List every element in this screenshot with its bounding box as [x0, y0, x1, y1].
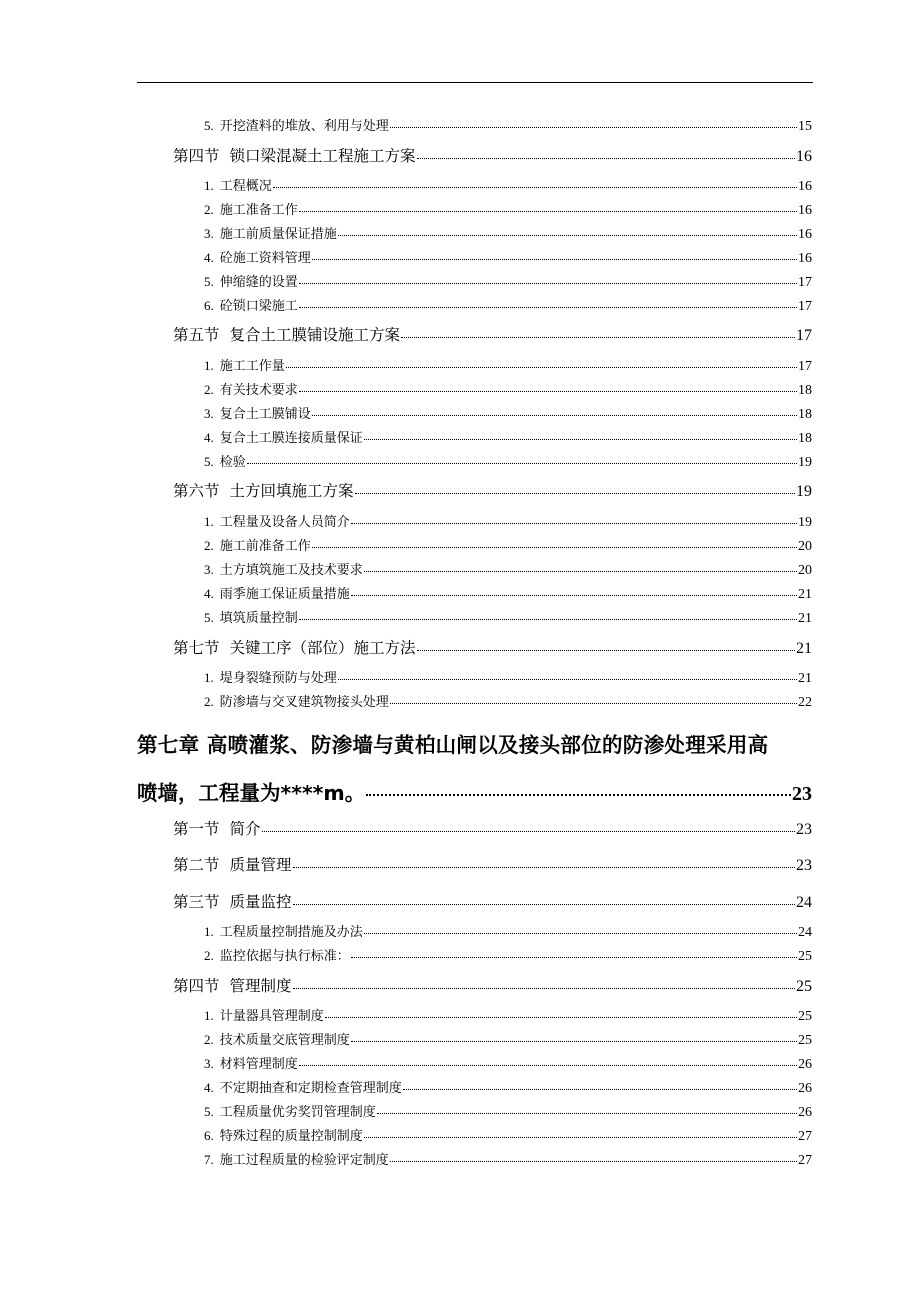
- dot-leader: [364, 439, 797, 440]
- item-number: 5.: [204, 610, 214, 625]
- dot-leader: [351, 523, 797, 524]
- page-number: 16: [798, 179, 812, 194]
- item-title: 伸缩缝的设置: [219, 275, 298, 290]
- item-title: 不定期抽查和定期检查管理制度: [219, 1081, 402, 1096]
- toc-entry-label: [204, 271, 298, 290]
- dot-leader: [355, 493, 795, 494]
- page-number: 17: [796, 327, 812, 344]
- page-number: 20: [798, 563, 812, 578]
- toc-entry-label: [204, 115, 389, 134]
- toc-section-row[interactable]: [173, 890, 812, 912]
- chapter-title-line1: 第七章 高喷灌浆、防渗墙与黄柏山闸以及接头部位的防渗处理采用高: [137, 733, 769, 757]
- page-number: 24: [798, 925, 812, 940]
- item-title: 复合土工膜铺设: [219, 407, 311, 422]
- toc-entry-label: [204, 535, 311, 554]
- item-number: 7.: [204, 1152, 214, 1167]
- toc-item-row[interactable]: [204, 559, 812, 577]
- toc-entry-label: [204, 223, 337, 242]
- dot-leader: [293, 904, 795, 905]
- section-number: 第七节: [173, 639, 220, 657]
- toc-item-row[interactable]: [204, 271, 812, 289]
- toc-entry-label: [204, 379, 298, 398]
- item-title: 砼锁口梁施工: [219, 299, 298, 314]
- toc-entry-label: [173, 636, 416, 658]
- dot-leader: [351, 1041, 797, 1042]
- toc-item-row[interactable]: [204, 667, 812, 685]
- page-number: 26: [798, 1057, 812, 1072]
- item-number: 5.: [204, 118, 214, 133]
- toc-item-row[interactable]: [204, 607, 812, 625]
- page-number: 19: [796, 483, 812, 500]
- page-number: 20: [798, 539, 812, 554]
- dot-leader: [299, 211, 797, 212]
- toc-item-row[interactable]: [204, 451, 812, 469]
- section-title: 复合土工膜铺设施工方案: [229, 326, 401, 344]
- toc-section-row[interactable]: [173, 636, 812, 658]
- page-number: 25: [798, 949, 812, 964]
- toc-entry-label: [204, 199, 298, 218]
- page-number: 16: [798, 227, 812, 242]
- dot-leader: [312, 259, 797, 260]
- toc-item-row[interactable]: [204, 247, 812, 265]
- toc-item-row[interactable]: [204, 1149, 812, 1167]
- dot-leader: [351, 957, 797, 958]
- page-number: 17: [798, 299, 812, 314]
- page-number: 21: [796, 640, 812, 657]
- page-number: 19: [798, 455, 812, 470]
- toc-entry-label: [204, 583, 350, 602]
- item-number: 2.: [204, 1032, 214, 1047]
- toc-entry-label: [204, 1101, 376, 1120]
- item-number: 2.: [204, 382, 214, 397]
- page-number: 23: [796, 857, 812, 874]
- item-number: 5.: [204, 454, 214, 469]
- toc-entry-label: [204, 921, 363, 940]
- toc-entry-label: [204, 403, 311, 422]
- page-number: 27: [798, 1153, 812, 1168]
- toc-entry-label: [173, 144, 416, 166]
- item-title: 防渗墙与交叉建筑物接头处理: [219, 695, 389, 710]
- dot-leader: [325, 1017, 797, 1018]
- dot-leader: [390, 703, 797, 704]
- toc-entry-label: [204, 667, 337, 686]
- dot-leader: [262, 831, 795, 832]
- item-title: 特殊过程的质量控制制度: [219, 1129, 363, 1144]
- page-number: 26: [798, 1105, 812, 1120]
- item-number: 6.: [204, 298, 214, 313]
- dot-leader: [312, 415, 797, 416]
- toc-item-row[interactable]: [204, 355, 812, 373]
- page-number: 26: [798, 1081, 812, 1096]
- dot-leader: [377, 1113, 797, 1114]
- item-title: 监控依据与执行标准：: [219, 949, 350, 964]
- toc-entry-label: [204, 247, 311, 266]
- item-title: 填筑质量控制: [219, 611, 298, 626]
- dot-leader: [338, 679, 797, 680]
- page-number: 25: [798, 1033, 812, 1048]
- toc-entry-label: [204, 295, 298, 314]
- dot-leader: [364, 933, 797, 934]
- toc-item-row[interactable]: [204, 427, 812, 445]
- item-number: 3.: [204, 562, 214, 577]
- page-number: 16: [796, 148, 812, 165]
- toc-entry-label: [204, 607, 298, 626]
- toc-item-row[interactable]: [204, 1005, 812, 1023]
- toc-entry-label: [204, 1029, 350, 1048]
- dot-leader: [366, 794, 791, 796]
- item-number: 2.: [204, 948, 214, 963]
- toc-item-row[interactable]: [204, 583, 812, 601]
- section-number: 第四节: [173, 147, 220, 165]
- dot-leader: [299, 307, 797, 308]
- item-number: 5.: [204, 274, 214, 289]
- page-number: 21: [798, 611, 812, 626]
- section-number: 第二节: [173, 856, 220, 874]
- page-number: 21: [798, 671, 812, 686]
- toc-item-row[interactable]: [204, 175, 812, 193]
- header-rule: [137, 82, 813, 83]
- dot-leader: [293, 867, 795, 868]
- item-number: 2.: [204, 202, 214, 217]
- dot-leader: [417, 650, 795, 651]
- item-title: 复合土工膜连接质量保证: [219, 431, 363, 446]
- toc-item-row[interactable]: [204, 403, 812, 421]
- toc-item-row[interactable]: [204, 1053, 812, 1071]
- item-title: 工程质量控制措施及办法: [219, 925, 363, 940]
- dot-leader: [273, 187, 797, 188]
- toc-item-row[interactable]: [204, 115, 812, 133]
- dot-leader: [299, 619, 797, 620]
- page-number: 23: [792, 783, 812, 805]
- section-number: 第五节: [173, 326, 220, 344]
- toc-entry-label: [204, 175, 272, 194]
- item-title: 工程量及设备人员简介: [219, 515, 350, 530]
- toc-entry-label: [204, 1053, 298, 1072]
- item-title: 开挖渣料的堆放、利用与处理: [219, 119, 389, 134]
- item-number: 1.: [204, 178, 214, 193]
- page-number: 15: [798, 119, 812, 134]
- dot-leader: [286, 367, 797, 368]
- section-title: 管理制度: [229, 977, 292, 995]
- section-title: 锁口梁混凝土工程施工方案: [229, 147, 416, 165]
- item-number: 4.: [204, 250, 214, 265]
- item-title: 施工前质量保证措施: [219, 227, 337, 242]
- toc-entry-label: [204, 1125, 363, 1144]
- item-title: 土方填筑施工及技术要求: [219, 563, 363, 578]
- dot-leader: [293, 988, 795, 989]
- toc-entry-label: [204, 945, 350, 964]
- item-number: 3.: [204, 1056, 214, 1071]
- toc-entry-label: [173, 974, 292, 996]
- toc-item-row[interactable]: [204, 1101, 812, 1119]
- item-number: 1.: [204, 924, 214, 939]
- item-title: 施工过程质量的检验评定制度: [219, 1153, 389, 1168]
- toc-entry-label: [204, 1005, 324, 1024]
- toc-entry-label: [204, 451, 246, 470]
- item-number: 6.: [204, 1128, 214, 1143]
- item-title: 堤身裂缝预防与处理: [219, 671, 337, 686]
- item-number: 4.: [204, 1080, 214, 1095]
- page-number: 16: [798, 203, 812, 218]
- toc-item-row[interactable]: [204, 1077, 812, 1095]
- page-number: 18: [798, 407, 812, 422]
- dot-leader: [338, 235, 797, 236]
- item-number: 1.: [204, 670, 214, 685]
- toc-item-row[interactable]: [204, 379, 812, 397]
- section-title: 质量管理: [229, 856, 292, 874]
- toc-entry-label: [173, 323, 400, 345]
- page-number: 16: [798, 251, 812, 266]
- item-title: 雨季施工保证质量措施: [219, 587, 350, 602]
- toc-entry-label: [204, 559, 363, 578]
- section-title: 关键工序（部位）施工方法: [229, 639, 416, 657]
- dot-leader: [403, 1089, 797, 1090]
- page-number: 22: [798, 695, 812, 710]
- toc-item-row[interactable]: [204, 945, 812, 963]
- toc-section-row[interactable]: [173, 323, 812, 345]
- item-number: 1.: [204, 358, 214, 373]
- toc-section-row[interactable]: [173, 853, 812, 875]
- item-number: 4.: [204, 586, 214, 601]
- section-number: 第三节: [173, 893, 220, 911]
- dot-leader: [364, 1137, 797, 1138]
- page-number: 24: [796, 894, 812, 911]
- item-number: 1.: [204, 1008, 214, 1023]
- section-number: 第四节: [173, 977, 220, 995]
- toc-entry-label: [204, 355, 285, 374]
- item-title: 施工工作量: [219, 359, 285, 374]
- section-title: 简介: [229, 820, 261, 838]
- page-number: 27: [798, 1129, 812, 1144]
- page-number: 19: [798, 515, 812, 530]
- chapter-title-line2: 喷墙，工程量为****m。: [137, 781, 366, 805]
- item-title: 检验: [219, 455, 246, 470]
- item-title: 技术质量交底管理制度: [219, 1033, 350, 1048]
- item-title: 砼施工资料管理: [219, 251, 311, 266]
- dot-leader: [351, 595, 797, 596]
- page-number: 21: [798, 587, 812, 602]
- toc-item-row[interactable]: [204, 691, 812, 709]
- toc-item-row[interactable]: [204, 921, 812, 939]
- page-number: 17: [798, 359, 812, 374]
- toc-section-row[interactable]: [173, 144, 812, 166]
- item-title: 计量器具管理制度: [219, 1009, 324, 1024]
- item-number: 5.: [204, 1104, 214, 1119]
- toc-item-row[interactable]: [204, 1029, 812, 1047]
- dot-leader: [299, 283, 797, 284]
- dot-leader: [390, 127, 797, 128]
- toc-entry-label: [204, 1077, 402, 1096]
- toc-item-row[interactable]: [204, 295, 812, 313]
- dot-leader: [299, 1065, 797, 1066]
- toc-entry-label: [173, 890, 292, 912]
- item-title: 有关技术要求: [219, 383, 298, 398]
- page-number: 23: [796, 821, 812, 838]
- section-number: 第六节: [173, 482, 220, 500]
- dot-leader: [417, 158, 795, 159]
- page-number: 25: [798, 1009, 812, 1024]
- toc-entry-label: [173, 817, 261, 839]
- toc-item-row[interactable]: [204, 511, 812, 529]
- chapter-title-line2-row[interactable]: [137, 776, 812, 804]
- toc-entry-label: [204, 1149, 389, 1168]
- item-number: 3.: [204, 226, 214, 241]
- toc-entry-label: [173, 853, 292, 875]
- toc-item-row[interactable]: [204, 1125, 812, 1143]
- dot-leader: [390, 1161, 797, 1162]
- dot-leader: [299, 391, 797, 392]
- section-number: 第一节: [173, 820, 220, 838]
- toc-section-row[interactable]: [173, 479, 812, 501]
- toc-item-row[interactable]: [204, 199, 812, 217]
- toc-item-row[interactable]: [204, 535, 812, 553]
- item-number: 2.: [204, 694, 214, 709]
- toc-entry-label: [204, 691, 389, 710]
- toc-entry-label: [204, 511, 350, 530]
- dot-leader: [401, 337, 795, 338]
- page-number: 25: [796, 978, 812, 995]
- item-title: 材料管理制度: [219, 1057, 298, 1072]
- item-title: 施工准备工作: [219, 203, 298, 218]
- section-title: 土方回填施工方案: [229, 482, 354, 500]
- item-title: 工程概况: [219, 179, 272, 194]
- toc-section-row[interactable]: [173, 974, 812, 996]
- item-number: 3.: [204, 406, 214, 421]
- toc-section-row[interactable]: [173, 817, 812, 839]
- dot-leader: [364, 571, 797, 572]
- page-number: 18: [798, 431, 812, 446]
- dot-leader: [247, 463, 797, 464]
- item-title: 工程质量优劣奖罚管理制度: [219, 1105, 376, 1120]
- item-number: 1.: [204, 514, 214, 529]
- toc-entry-label: [173, 479, 354, 501]
- toc-item-row[interactable]: [204, 223, 812, 241]
- page-number: 18: [798, 383, 812, 398]
- toc-entry-label: [204, 427, 363, 446]
- item-number: 2.: [204, 538, 214, 553]
- section-title: 质量监控: [229, 893, 292, 911]
- item-title: 施工前准备工作: [219, 539, 311, 554]
- dot-leader: [312, 547, 797, 548]
- page-number: 17: [798, 275, 812, 290]
- item-number: 4.: [204, 430, 214, 445]
